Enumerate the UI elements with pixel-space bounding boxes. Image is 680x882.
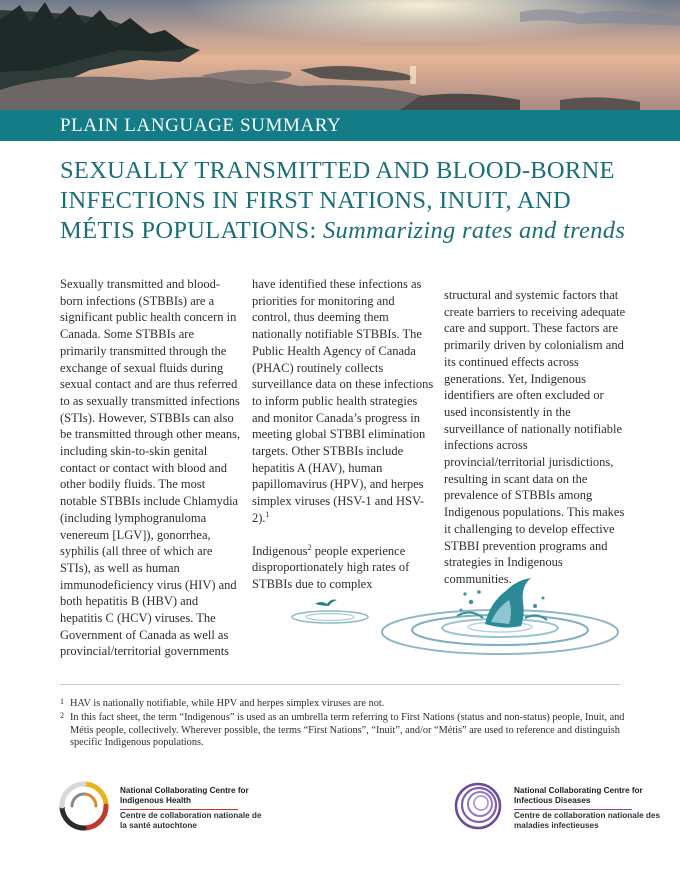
body-text: people experience disproportionately high rates of STBBIs due to complex (252, 543, 410, 591)
footnote-number: 1 (60, 697, 64, 706)
footnote-ref-2[interactable]: 2 (307, 542, 312, 552)
nccih-name-fr: Centre de collaboration nationale de la santé autochtone (120, 811, 262, 830)
body-column-1 (60, 276, 242, 660)
footnote-ref-1[interactable]: 1 (265, 509, 270, 519)
nccih-emblem-icon (58, 780, 110, 832)
title-line-2: INFECTIONS IN FIRST NATIONS, INUIT, AND (60, 187, 572, 214)
section-banner (0, 110, 680, 141)
nccid-name-fr: Centre de collaboration nationale des maladies infectieuses (514, 811, 661, 830)
body-paragraph (252, 276, 434, 527)
footnote-divider (60, 684, 620, 685)
title-line-1: SEXUALLY TRANSMITTED AND BLOOD-BORNE (60, 157, 615, 184)
body-column-3 (444, 287, 626, 588)
nccid-swirl-icon (452, 780, 504, 832)
footnote-text: In this fact sheet, the term “Indigenous” is used as an umbrella term referring to First Nations (status and non-status) people, Inuit, and Métis people, collectively. Wherever possible, the terms “First Nations”, “Inuit”, and/or “Métis” are used to reference and distinguish specific Indigenous populations. (70, 712, 625, 749)
body-paragraph: Sexually transmitted and blood-born infections (STBBIs) are a significant public health concern in Canada. Some STBBIs are primarily transmitted through the exchange of sexual fluids during sexual contact and are thus referred to as sexually transmitted infections (STIs). However, STBBIs can also be transmitted through other means, including skin-to-skin genital contact or contact with blood and other bodily fluids. The most notable STBBIs include Chlamydia (including lymphogranuloma venereum [LGV]), gonorrhea, syphilis (all three of which are STIs), as well as human immunodeficiency virus (HIV) and both hepatitis B (HBV) and hepatitis C (HCV) viruses. The Government of Canada as well as provincial/territorial governments (60, 277, 241, 659)
body-column-2 (252, 276, 434, 593)
logo-divider (514, 809, 632, 810)
logo-divider (120, 809, 238, 810)
body-paragraph: structural and systemic factors that create barriers to receiving adequate care and support. These factors are primarily driven by colonialism and its continued effects across generations. Yet, Indigenous identifiers are often excluded or used inconsistently in the surveillance of nationally notifiable infections across provincial/territorial jurisdictions, resulting in scant data on the prevalence of STBBIs among Indigenous populations. This makes it challenging to develop effective STBBI prevention programs and strategies in Indigenous communities. (444, 288, 626, 586)
header-photo-sunset-coast (0, 0, 680, 110)
footnote-1 (60, 698, 635, 711)
footnote-text: HAV is nationally notifiable, while HPV and herpes simplex viruses are not. (70, 698, 385, 709)
body-text: Indigenous (252, 543, 308, 558)
footnote-number: 2 (60, 711, 64, 720)
title-subtitle: Summarizing rates and trends (322, 217, 626, 244)
nccid-name-en: National Collaborating Centre for Infectious Diseases (514, 786, 643, 805)
page-title (60, 156, 660, 246)
title-line-3 (60, 217, 625, 244)
body-text: have identified these infections as priorities for monitoring and control, thus deeming them nationally notifiable STBBIs. The Public Health Agency of Canada (PHAC) routinely collects surveillance data on these infections to inform public health strategies and monitor Canada’s progress in meeting global STBBI elimination targets. Other STBBIs include hepatitis A (HAV), human papillomavirus (HPV), and herpes simplex viruses (HSV-1 and HSV-2). (252, 277, 434, 525)
whale-ripple-illustration (285, 572, 635, 662)
title-line-3-main: MÉTIS POPULATIONS: (60, 217, 323, 244)
banner-label: PLAIN LANGUAGE SUMMARY (60, 115, 342, 136)
nccih-name-en: National Collaborating Centre for Indigenous Health (120, 786, 249, 805)
footnote-2 (60, 712, 635, 750)
